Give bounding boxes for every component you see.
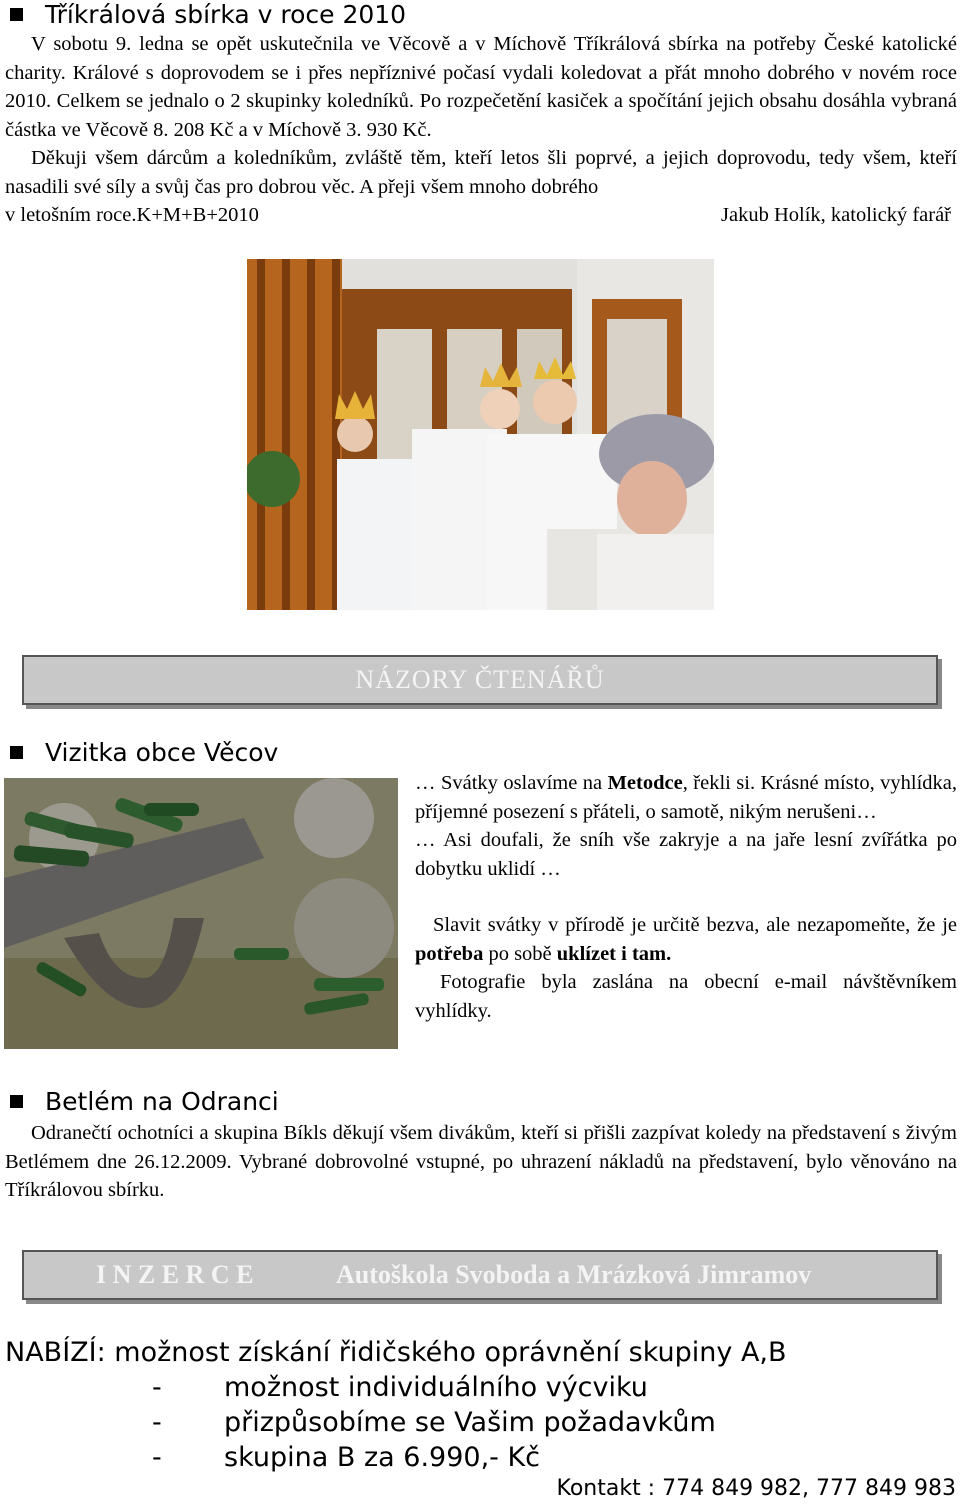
- section-banner-nazory: [22, 655, 938, 705]
- square-bullet-icon: [10, 8, 23, 21]
- ad-company: Autoškola Svoboda a Mrázková Jimramov: [336, 1260, 812, 1289]
- text-line-1: … Svátky oslavíme na Metodce, řekli si. Krásné místo, vyhlídka, příjemné posezení s přáteli, o samotě, nikým nerušeni…: [415, 772, 958, 823]
- photo-bottles-bench: [4, 778, 398, 1049]
- ad-offer-line: [5, 1339, 787, 1366]
- text-line-4: Fotografie byla zaslána na obecní e-mail návštěvníkem vyhlídky.: [415, 971, 957, 1022]
- heading-text: Vizitka obce Věcov: [45, 738, 279, 767]
- author-signature: Jakub Holík, katolický farář: [721, 204, 951, 226]
- heading-vizitka-obce: [10, 740, 278, 765]
- heading-trikralova-sbirka: [10, 2, 406, 27]
- article-trikralova-body: [5, 30, 957, 230]
- paragraph-1: Odranečtí ochotníci a skupina Bíkls děkují všem divákům, kteří si přišli zazpívat koledy na představení s živým Betlémem dne 26.12.2009. Vybrané dobrovolné vstupné, po uhrazení nákladů na představení, bylo věnováno na Tříkrálovou sbírku.: [5, 1122, 957, 1201]
- offer-label: NABÍZÍ:: [5, 1337, 106, 1368]
- carolers-photo-image: [247, 259, 714, 610]
- heading-text: Tříkrálová sbírka v roce 2010: [45, 0, 407, 29]
- photo-carolers: [247, 259, 714, 610]
- signature-line: [5, 201, 957, 230]
- ad-item-3: - skupina B za 6.990,- Kč: [152, 1442, 541, 1473]
- closing-text: v letošním roce.K+M+B+2010: [5, 204, 259, 226]
- text-line-3: Slavit svátky v přírodě je určitě bezva, ale nezapomeňte, že je potřeba po sobě uklízet i tam.: [415, 914, 957, 965]
- heading-betlem: [10, 1089, 279, 1114]
- ad-banner: [22, 1250, 938, 1300]
- banner-title: NÁZORY ČTENÁŘŮ: [355, 665, 605, 694]
- square-bullet-icon: [10, 1095, 23, 1108]
- heading-text: Betlém na Odranci: [45, 1087, 279, 1116]
- ad-contact: Kontakt : 774 849 982, 777 849 983: [556, 1476, 956, 1501]
- ad-item-2: - přizpůsobíme se Vašim požadavkům: [152, 1407, 716, 1438]
- paragraph-2: Děkuji všem dárcům a koledníkům, zvláště těm, kteří letos šli poprvé, a jejich doprovodu, tedy všem, kteří nasadili své síly a svůj čas pro dobrou věc. A přeji všem mnoho dobrého: [5, 147, 957, 198]
- text-line-2: … Asi doufali, že sníh vše zakryje a na jaře lesní zvířátka po dobytku uklidí …: [415, 829, 957, 880]
- bottles-photo-image: [4, 778, 398, 1049]
- article-vizitka-body: [415, 769, 957, 1025]
- square-bullet-icon: [10, 746, 23, 759]
- ad-label: I N Z E R C E: [96, 1260, 254, 1289]
- offer-main: možnost získání řidičského oprávnění skupiny A,B: [105, 1337, 787, 1368]
- article-betlem-body: [5, 1119, 957, 1205]
- paragraph-1: V sobotu 9. ledna se opět uskutečnila ve Věcově a v Míchově Tříkrálová sbírka na potřeby České katolické charity. Králové s doprovodem se i přes nepříznivé počasí vydali koledovat a přát mnoho dobrého v novém roce 2010. Celkem se jednalo o 2 skupinky koledníků. Po rozpečetění kasiček a spočítání jejich obsahu dosáhla vybraná částka ve Věcově 8. 208 Kč a v Míchově 3. 930 Kč.: [5, 33, 957, 141]
- ad-item-1: - možnost individuálního výcviku: [152, 1372, 648, 1403]
